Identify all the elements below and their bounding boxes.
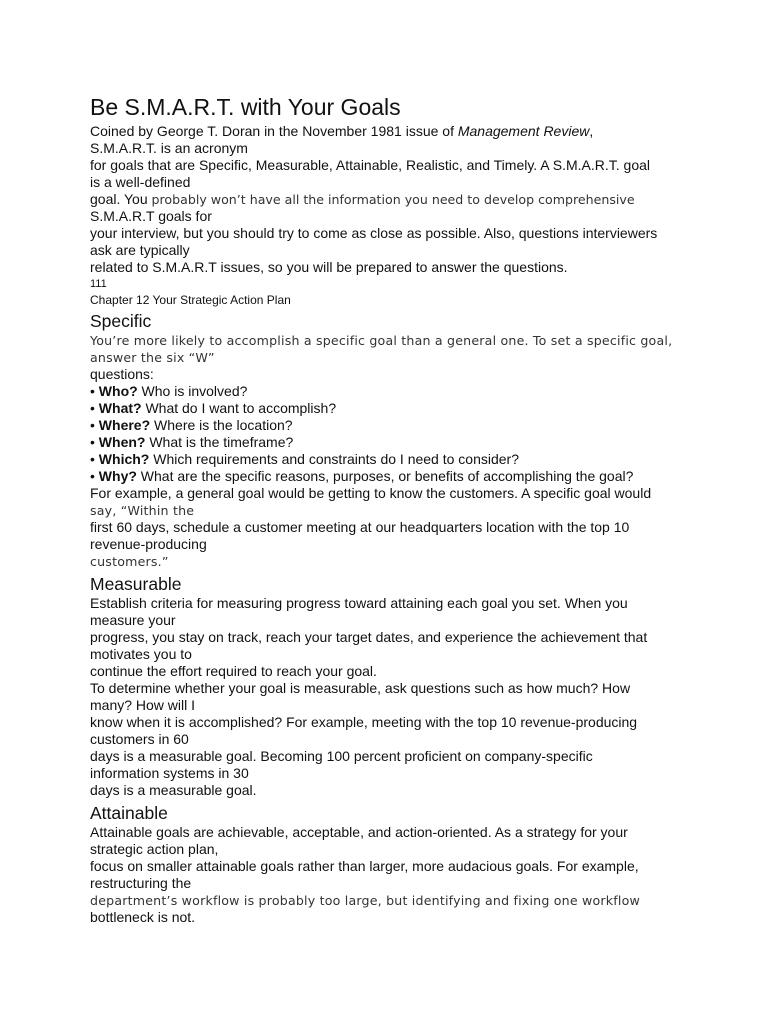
intro-text: goal. You	[90, 191, 152, 207]
intro-line	[90, 191, 690, 208]
paragraph-line: customers in 60	[90, 731, 189, 747]
paragraph-line: restructuring the	[90, 875, 192, 891]
paragraph-line: You’re more likely to accomplish a specific goal than a general one. To set a specific goal,	[90, 333, 673, 348]
bullet-label: Who?	[98, 383, 138, 399]
intro-line: your interview, but you should try to come as close as possible. Also, questions interviewers	[90, 225, 658, 241]
paragraph-line: answer the six “W”	[90, 350, 215, 365]
bullet-text: Where is the location?	[150, 417, 293, 433]
paragraph-line: focus on smaller attainable goals rather than larger, more audacious goals. For example,	[90, 858, 639, 874]
bullet-label: Which?	[98, 451, 150, 467]
bullet-icon: •	[90, 468, 95, 484]
specific-section	[90, 310, 690, 570]
document-page	[90, 93, 690, 926]
paragraph-line: To determine whether your goal is measurable, ask questions such as how much? How	[90, 680, 631, 696]
paragraph-line: say, “Within the	[90, 503, 195, 518]
intro-line: is a well-defined	[90, 174, 191, 190]
publication-name: Management Review	[457, 123, 590, 139]
paragraph-line: many? How will I	[90, 697, 196, 713]
measurable-section	[90, 573, 690, 799]
intro-text: ,	[589, 123, 594, 139]
section-heading: Measurable	[90, 574, 182, 594]
attainable-section	[90, 802, 690, 926]
paragraph-line: questions:	[90, 366, 154, 382]
document-title: Be S.M.A.R.T. with Your Goals	[90, 94, 401, 120]
paragraph-line: days is a measurable goal.	[90, 782, 257, 798]
paragraph-line: bottleneck is not.	[90, 909, 196, 925]
intro-line: S.M.A.R.T goals for	[90, 208, 212, 224]
section-heading: Specific	[90, 311, 152, 331]
bullet-icon: •	[90, 417, 95, 433]
paragraph-line: information systems in 30	[90, 765, 249, 781]
paragraph-line: measure your	[90, 612, 176, 628]
intro-line: ask are typically	[90, 242, 190, 258]
paragraph-line: For example, a general goal would be getting to know the customers. A specific goal would	[90, 485, 652, 501]
paragraph-line: Establish criteria for measuring progress toward attaining each goal you set. When you	[90, 595, 628, 611]
bullet-label: Where?	[98, 417, 151, 433]
paragraph-line: customers.”	[90, 554, 169, 569]
bullet-label: When?	[98, 434, 146, 450]
paragraph-line: progress, you stay on track, reach your target dates, and experience the achievement that	[90, 629, 648, 645]
intro-text: Coined by George T. Doran in the November 1981 issue of	[90, 123, 458, 139]
paragraph-line: strategic action plan,	[90, 841, 219, 857]
paragraph-line: revenue-producing	[90, 536, 207, 552]
bullet-item	[90, 383, 690, 400]
bullet-item	[90, 468, 690, 485]
paragraph-line: motivates you to	[90, 646, 192, 662]
paragraph-line: days is a measurable goal. Becoming 100 percent proficient on company-specific	[90, 748, 593, 764]
bullet-item	[90, 400, 690, 417]
bullet-item	[90, 451, 690, 468]
bullet-text: What do I want to accomplish?	[141, 400, 337, 416]
bullet-item	[90, 417, 690, 434]
paragraph-line: Attainable goals are achievable, acceptable, and action-oriented. As a strategy for your	[90, 824, 628, 840]
intro-line	[90, 123, 690, 140]
chapter-header: Chapter 12 Your Strategic Action Plan	[90, 293, 291, 307]
bullet-icon: •	[90, 451, 95, 467]
paragraph-line: continue the effort required to reach your goal.	[90, 663, 377, 679]
bullet-item	[90, 434, 690, 451]
bullet-text: What are the specific reasons, purposes, or benefits of accomplishing the goal?	[136, 468, 634, 484]
intro-line: S.M.A.R.T. is an acronym	[90, 140, 248, 156]
bullet-text: Which requirements and constraints do I need to consider?	[149, 451, 519, 467]
bullet-label: What?	[98, 400, 142, 416]
page-number: 111	[90, 278, 107, 290]
intro-line: related to S.M.A.R.T issues, so you will be prepared to answer the questions.	[90, 259, 568, 275]
bullet-icon: •	[90, 383, 95, 399]
bullet-icon: •	[90, 400, 95, 416]
bullet-icon: •	[90, 434, 95, 450]
bullet-text: Who is involved?	[137, 383, 248, 399]
section-heading: Attainable	[90, 803, 168, 823]
paragraph-line: first 60 days, schedule a customer meeting at our headquarters location with the top 10	[90, 519, 630, 535]
bullet-text: What is the timeframe?	[145, 434, 294, 450]
bullet-label: Why?	[98, 468, 137, 484]
intro-text: probably won’t have all the information you need to develop comprehensive	[151, 192, 635, 207]
intro-line: for goals that are Specific, Measurable, Attainable, Realistic, and Timely. A S.M.A.R.T. goal	[90, 157, 651, 173]
paragraph-line: know when it is accomplished? For example, meeting with the top 10 revenue-producing	[90, 714, 638, 730]
intro-section	[90, 123, 690, 276]
paragraph-line: department’s workflow is probably too large, but identifying and fixing one workflow	[90, 893, 641, 908]
